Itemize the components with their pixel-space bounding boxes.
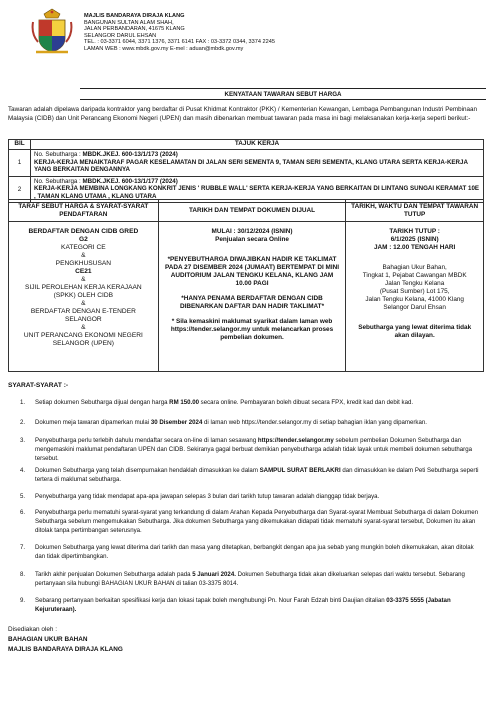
closing-time: JAM : 12.00 TENGAH HARI bbox=[374, 244, 456, 251]
tender-table bbox=[8, 139, 484, 203]
condition-text: secara online. Pembayaran boleh dibuat secara FPX, kredit kad dan debit kad. bbox=[198, 399, 414, 406]
closing-place-line: Jalan Tengku Kelana bbox=[385, 280, 445, 287]
condition-number: 6. bbox=[20, 509, 26, 516]
req-line: & bbox=[81, 324, 86, 332]
condition-highlight: 03-3375 5555 (Jabatan Kejuruteraan). bbox=[35, 597, 451, 614]
col-closing-header: TARIKH, WAKTU DAN TEMPAT TAWARAN TUTUP bbox=[346, 200, 484, 222]
col-bil-header: BIL bbox=[9, 140, 31, 150]
req-line: & bbox=[81, 276, 86, 284]
work-title: KERJA-KERJA MENAIKTARAF PAGAR KESELAMATAN DI JALAN SERI SEMENTA 9, TAMAN SERI SEMENTA, KLANG UTARA SERTA KERJA-KERJA YANG BERKAITAN DENGANNYA bbox=[34, 158, 468, 174]
condition-text: Dokumen Sebutharga yang lewat diterima dari tarikh dan masa yang ditetapkan, berbangkit dengan apa jua sebab yang mungkin boleh dikemukakan, akan ditolak dan tidak dipertimbangkan. bbox=[35, 544, 474, 561]
address-line: JALAN PERBANDARAN, 41675 KLANG bbox=[84, 26, 185, 33]
condition-text: sebelum pembelian Dokumen Sebutharga dan mengemaskini maklumat pendaftaran UPEN dan CIDB. Sekiranya gagal berbuat demikian penyebutharga adalah tidak layak untuk membeli dokumen sebutharga tersebut. bbox=[35, 437, 472, 463]
update-profile-note: * Sila kemaskini maklumat syarikat dalam laman web https://tender.selangor.my untuk melancarkan proses pembelian dokumen. bbox=[170, 318, 334, 341]
intro-paragraph: Tawaran adalah dipelawa daripada kontraktor yang berdaftar di Pusat Khidmat Kontraktor (PKK) / Kementerian Kewangan, Lembaga Pembangunan Industri Pembinaan Malaysia (CIDB) dan Unit Perancang Ekonomi Negeri (UPEN) dan masih dibenarkan membuat tawaran pada masa ini bagi melaksanakan kerja-kerja seperti berikut:- bbox=[8, 106, 478, 123]
req-line: UNIT PERANCANG EKONOMI NEGERI bbox=[23, 332, 143, 340]
col-tajuk-header: TAJUK KERJA bbox=[31, 140, 484, 150]
condition-text: Tarikh akhir penjualan Dokumen Sebutharga adalah pada bbox=[35, 571, 193, 578]
quote-no-label: No. Sebutharga : bbox=[34, 151, 83, 158]
condition-number: 4. bbox=[20, 467, 26, 474]
req-line: BERDAFTAR DENGAN E-TENDER bbox=[30, 308, 136, 316]
condition-text: Setiap dokumen Sebutharga dijual dengan harga bbox=[35, 399, 170, 406]
org-address-block bbox=[84, 13, 275, 53]
closing-place-line: Bahagian Ukur Bahan, bbox=[382, 264, 447, 271]
prepared-by-label: Disediakan oleh : bbox=[8, 626, 58, 633]
tel-fax-line: TEL. : 03-3371 6044, 3371 1376, 3371 6141 FAX : 03-3372 0344, 3374 2245 bbox=[84, 39, 275, 46]
notice-title: KENYATAAN TAWARAN SEBUT HARGA bbox=[224, 91, 342, 98]
req-line: (SPKK) OLEH CIDB bbox=[53, 292, 114, 300]
work-title: KERJA-KERJA MEMBINA LONGKANG KONKRIT JENIS ' RUBBLE WALL' SERTA KERJA-KERJA YANG BERKAITAN DI LINTANG SUNGAI KERAMAT 10E , TAMAN KLANG UTAMA , KLANG UTARA bbox=[34, 185, 480, 200]
condition-text: Sebarang pertanyaan berkaitan spesifikasi kerja dan lokasi tapak boleh menghubungi Pn. Nour Farah Edzah binti Daujian ditalian bbox=[35, 597, 387, 604]
condition-highlight: 5 Januari 2024. bbox=[192, 571, 236, 578]
condition-highlight: 30 Disember 2024 bbox=[150, 419, 203, 426]
condition-text: Penyebutharga perlu terlebih dahulu mendaftar secara on-line di laman sesawang bbox=[35, 437, 258, 444]
row-number: 2 bbox=[9, 176, 31, 203]
row-number: 1 bbox=[9, 150, 31, 177]
sale-mode: Penjualan secara Online bbox=[215, 236, 289, 243]
req-line: SELANGOR bbox=[65, 316, 102, 324]
req-line: & bbox=[81, 300, 86, 308]
condition-text: Penyebutharga yang tidak mendapat apa-apa jawapan selepas 3 bulan dari tarikh tutup tawaran adalah dianggap tidak berjaya. bbox=[35, 493, 380, 500]
condition-highlight: https://tender.selangor.my bbox=[257, 437, 334, 444]
condition-number: 9. bbox=[20, 597, 26, 604]
closing-details bbox=[346, 222, 484, 372]
details-table bbox=[8, 199, 484, 372]
req-line: PENGKHUSUSAN bbox=[55, 260, 111, 268]
address-line: BANGUNAN SULTAN ALAM SHAH, bbox=[84, 19, 174, 26]
briefing-eligibility: *HANYA PENAMA BERDAFTAR DENGAN CIDB DIBENARKAN DAFTAR DAN HADIR TAKLIMAT* bbox=[179, 295, 325, 310]
address-line: SELANGOR DARUL EHSAN bbox=[84, 32, 157, 39]
conditions-heading: SYARAT-SYARAT :- bbox=[8, 382, 69, 389]
condition-text: dan dimasukkan ke dalam Peti Sebutharga seperti tertera di maklumat sebutharga. bbox=[35, 467, 479, 484]
sale-start: MULAI : 30/12/2024 (ISNIN) bbox=[211, 228, 293, 235]
condition-text: Dokumen meja tawaran dipamerkan mulai bbox=[35, 419, 151, 426]
quote-no-value: MBDK.JKEJ. 600-13/1/173 (2024) bbox=[82, 151, 178, 158]
prepared-by-dept: BAHAGIAN UKUR BAHAN bbox=[8, 635, 88, 643]
col-registration-header: TARAF SEBUT HARGA & SYARAT-SYARAT PENDAFTARAN bbox=[9, 200, 159, 222]
org-name: MAJLIS BANDARAYA DIRAJA KLANG bbox=[84, 13, 185, 19]
registration-requirements bbox=[9, 222, 159, 372]
req-line: G2 bbox=[78, 236, 88, 244]
divider bbox=[80, 88, 486, 89]
condition-number: 1. bbox=[20, 399, 26, 406]
mbdk-crest-icon bbox=[30, 8, 74, 56]
table-row bbox=[9, 150, 484, 177]
condition-number: 7. bbox=[20, 544, 26, 551]
req-line: BERDAFTAR DENGAN CIDB GRED bbox=[28, 228, 139, 235]
req-line: SIJIL PEROLEHAN KERJA KERAJAAN bbox=[25, 284, 142, 292]
closing-place-line: Selangor Darul Ehsan bbox=[383, 304, 446, 311]
condition-text: Penyebutharga perlu mematuhi syarat-syarat yang terkandung di dalam Arahan Kepada Penyebutharga dan Syarat-syarat Membuat Sebutharga di dalam Dokumen Sebutharga sebelum mengemukakan Sebutharga. Jika dokumen Sebutharga yang dikemukakan didapati tidak mematuhi syarat-syarat tersebut, Dokumen itu akan ditolak tanpa pertimbangan seterusnya. bbox=[35, 509, 479, 535]
condition-text: di laman web https://tender.selangor.my di setiap bahagian iklan yang dipamerkan. bbox=[202, 419, 427, 426]
row-detail bbox=[31, 150, 484, 177]
briefing-notice: *PENYEBUTHARGA DIWAJIBKAN HADIR KE TAKLIMAT PADA 27 DISEMBER 2024 (JUMAAT) BERTEMPAT DI MINI AUDITORIUM JALAN TENGKU KELANA, KLANG JAM 10.00 PAGI bbox=[165, 256, 339, 287]
condition-number: 2. bbox=[20, 419, 26, 426]
prepared-by-block bbox=[8, 625, 123, 655]
closing-place-line: (Pusat Sumber) Lot 175, bbox=[379, 288, 450, 295]
prepared-by-org: MAJLIS BANDARAYA DIRAJA KLANG bbox=[8, 645, 123, 653]
divider bbox=[80, 99, 486, 100]
req-line: KATEGORI CE bbox=[61, 244, 106, 252]
col-sale-header: TARIKH DAN TEMPAT DOKUMEN DIJUAL bbox=[158, 200, 346, 222]
closing-place-line: Jalan Tengku Kelana, 41000 Klang bbox=[365, 296, 464, 303]
quote-no-value: MBDK.JKEJ. 600-13/1/177 (2024) bbox=[82, 177, 178, 185]
condition-highlight: RM 150.00 bbox=[169, 399, 199, 406]
condition-text: Dokumen Sebutharga tidak akan dikeluarkan selepas dari waktu tersebut. Sebarang pertanyaan sila hubungi BAHAGIAN UKUR BAHAN di talian 03-3375 8014. bbox=[35, 571, 465, 588]
req-line: & bbox=[81, 252, 86, 260]
condition-highlight: SAMPUL SURAT BERLAKRI bbox=[259, 467, 341, 474]
quote-no-label: No. Sebutharga : bbox=[34, 177, 83, 185]
web-email-line: LAMAN WEB : www.mbdk.gov.my E-mel : aduan@mbdk.gov.my bbox=[84, 45, 244, 52]
req-line: SELANGOR (UPEN) bbox=[52, 340, 114, 348]
condition-number: 8. bbox=[20, 571, 26, 578]
condition-text: Dokumen Sebutharga yang telah disempurnakan hendaklah dimasukkan ke dalam bbox=[35, 467, 260, 474]
closing-label: TARIKH TUTUP : bbox=[389, 228, 440, 235]
closing-date: 6/1/2025 (ISNIN) bbox=[390, 236, 439, 243]
late-submission-note: Sebutharga yang lewat diterima tidak akan dilayan. bbox=[358, 324, 472, 339]
sale-details bbox=[158, 222, 346, 372]
condition-number: 5. bbox=[20, 493, 26, 500]
req-line: CE21 bbox=[75, 268, 92, 276]
condition-number: 3. bbox=[20, 437, 26, 444]
closing-place-line: Tingkat 1, Pejabat Cawangan MBDK bbox=[362, 272, 467, 279]
